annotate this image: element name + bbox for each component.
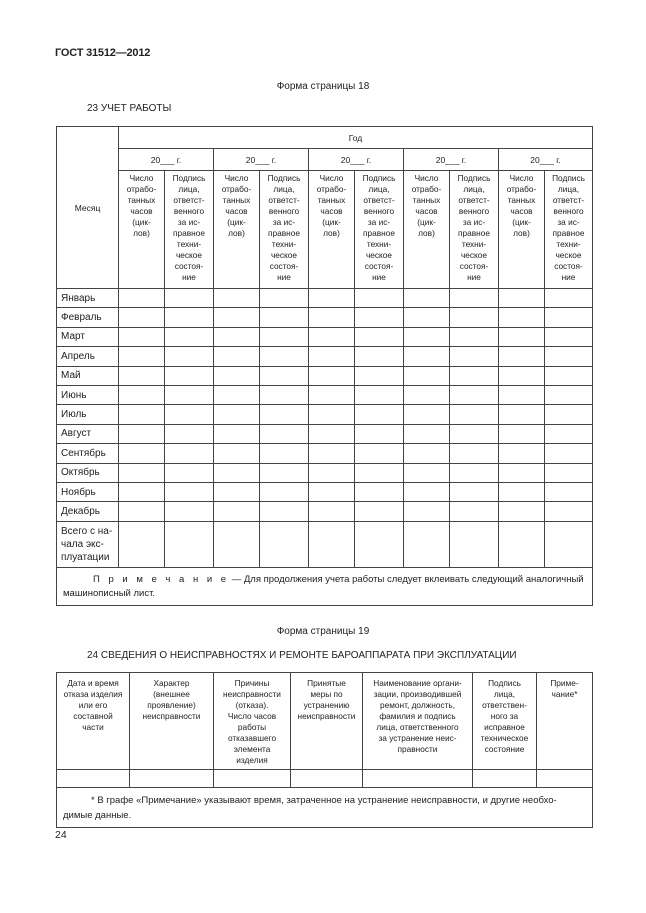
entry-cell[interactable] [214, 424, 260, 443]
month-row [57, 347, 593, 366]
entry-cell[interactable] [130, 770, 214, 788]
entry-cell[interactable] [260, 327, 309, 346]
entry-cell[interactable] [57, 770, 130, 788]
entry-cell[interactable] [545, 405, 593, 424]
entry-cell[interactable] [499, 327, 545, 346]
entry-cell[interactable] [355, 463, 404, 482]
entry-cell[interactable] [165, 424, 214, 443]
month-label: Март [57, 327, 119, 346]
col-responsible-signature: Подпись лица, ответствен- ного за исправное техническое состояние [473, 673, 537, 770]
hours-header: Число отрабо- танных часов (цик- лов) [309, 171, 355, 289]
entry-cell[interactable] [355, 405, 404, 424]
entry-cell[interactable] [450, 424, 499, 443]
entry-cell[interactable] [309, 502, 355, 521]
entry-cell[interactable] [545, 366, 593, 385]
entry-cell[interactable] [119, 385, 165, 404]
entry-cell[interactable] [355, 308, 404, 327]
entry-cell[interactable] [165, 521, 214, 567]
entry-cell[interactable] [545, 347, 593, 366]
entry-cell[interactable] [260, 405, 309, 424]
entry-cell[interactable] [309, 424, 355, 443]
form-18-label: Форма страницы 18 [276, 81, 370, 92]
month-row [57, 405, 593, 424]
entry-cell[interactable] [545, 327, 593, 346]
signature-header: Подпись лица, ответст- венного за ис- правное техни- ческое состоя- ние [165, 171, 214, 289]
entry-cell[interactable] [309, 347, 355, 366]
total-since-start-label: Всего с на- чала экс- плуатации [57, 521, 119, 567]
entry-cell[interactable] [450, 289, 499, 308]
signature-header: Подпись лица, ответст- венного за ис- правное техни- ческое состоя- ние [450, 171, 499, 289]
col-repair-organization: Наименование органи- зации, производившей ремонт, должность, фамилия и подпись лица, ответственного за устранение неис- правности [363, 673, 473, 770]
entry-cell[interactable] [545, 289, 593, 308]
entry-cell[interactable] [260, 424, 309, 443]
entry-cell[interactable] [214, 347, 260, 366]
entry-cell[interactable] [499, 385, 545, 404]
entry-cell[interactable] [260, 366, 309, 385]
month-row [57, 366, 593, 385]
entry-cell[interactable] [260, 502, 309, 521]
entry-cell[interactable] [260, 385, 309, 404]
entry-cell[interactable] [165, 444, 214, 463]
col-fault-nature: Характер (внешнее проявление) неисправности [130, 673, 214, 770]
entry-cell[interactable] [355, 502, 404, 521]
entry-cell[interactable] [450, 327, 499, 346]
entry-cell[interactable] [214, 770, 291, 788]
entry-cell[interactable] [165, 385, 214, 404]
entry-cell[interactable] [450, 385, 499, 404]
entry-cell[interactable] [499, 366, 545, 385]
month-label: Октябрь [57, 463, 119, 482]
entry-cell[interactable] [119, 347, 165, 366]
entry-cell[interactable] [473, 770, 537, 788]
entry-cell[interactable] [545, 385, 593, 404]
month-row [57, 308, 593, 327]
document-header: ГОСТ 31512—2012 [55, 47, 151, 59]
entry-cell[interactable] [119, 521, 165, 567]
entry-cell[interactable] [214, 444, 260, 463]
footnote: * В графе «Примечание» указывают время, затраченное на устранение неисправности, и другие необхо- димые данные. [57, 788, 593, 828]
entry-cell[interactable] [119, 424, 165, 443]
entry-cell[interactable] [260, 308, 309, 327]
entry-cell[interactable] [404, 289, 450, 308]
hours-header: Число отрабо- танных часов (цик- лов) [499, 171, 545, 289]
entry-cell[interactable] [309, 289, 355, 308]
entry-cell[interactable] [404, 327, 450, 346]
entry-cell[interactable] [545, 444, 593, 463]
entry-cell[interactable] [450, 405, 499, 424]
entry-cell[interactable] [404, 482, 450, 501]
entry-cell[interactable] [214, 327, 260, 346]
entry-cell[interactable] [165, 347, 214, 366]
col-fault-causes: Причины неисправности (отказа). Число часов работы отказавшего элемента изделия [214, 673, 291, 770]
month-row [57, 385, 593, 404]
year-blank-3: 20___ г. [309, 149, 404, 171]
year-blank-5: 20___ г. [499, 149, 593, 171]
month-column-header: Месяц [57, 127, 119, 289]
month-row [57, 327, 593, 346]
month-label: Декабрь [57, 502, 119, 521]
entry-cell[interactable] [214, 308, 260, 327]
entry-cell[interactable] [499, 289, 545, 308]
note-prefix: П р и м е ч а н и е [93, 574, 230, 586]
entry-cell[interactable] [214, 385, 260, 404]
entry-cell[interactable] [355, 289, 404, 308]
month-row [57, 463, 593, 482]
section-23-title: 23 УЧЕТ РАБОТЫ [87, 103, 172, 114]
entry-cell[interactable] [450, 502, 499, 521]
entry-cell[interactable] [450, 463, 499, 482]
entry-cell[interactable] [119, 405, 165, 424]
entry-cell[interactable] [404, 366, 450, 385]
entry-cell[interactable] [404, 308, 450, 327]
month-label: Июль [57, 405, 119, 424]
entry-cell[interactable] [499, 308, 545, 327]
signature-header: Подпись лица, ответст- венного за ис- правное техни- ческое состоя- ние [260, 171, 309, 289]
entry-cell[interactable] [309, 366, 355, 385]
faults-repair-table [56, 672, 593, 828]
entry-cell[interactable] [355, 444, 404, 463]
signature-header: Подпись лица, ответст- венного за ис- правное техни- ческое состоя- ние [545, 171, 593, 289]
entry-cell[interactable] [404, 385, 450, 404]
month-row [57, 444, 593, 463]
month-label: Ноябрь [57, 482, 119, 501]
col-failure-date: Дата и время отказа изделия или его составной части [57, 673, 130, 770]
entry-cell[interactable] [309, 482, 355, 501]
month-label: Февраль [57, 308, 119, 327]
month-label: Август [57, 424, 119, 443]
entry-cell[interactable] [165, 405, 214, 424]
col-measures-taken: Принятые меры по устранению неисправности [291, 673, 363, 770]
entry-cell[interactable] [499, 444, 545, 463]
entry-cell[interactable] [214, 405, 260, 424]
entry-cell[interactable] [450, 521, 499, 567]
form-19-label: Форма страницы 19 [276, 626, 370, 637]
year-blank-1: 20___ г. [119, 149, 214, 171]
month-label: Сентябрь [57, 444, 119, 463]
entry-cell[interactable] [404, 463, 450, 482]
work-log-note [57, 567, 593, 605]
month-row [57, 502, 593, 521]
entry-cell[interactable] [165, 308, 214, 327]
entry-cell[interactable] [404, 502, 450, 521]
entry-cell[interactable] [309, 405, 355, 424]
entry-cell[interactable] [260, 289, 309, 308]
entry-cell[interactable] [545, 308, 593, 327]
signature-header: Подпись лица, ответст- венного за ис- правное техни- ческое состоя- ние [355, 171, 404, 289]
hours-header: Число отрабо- танных часов (цик- лов) [119, 171, 165, 289]
entry-cell[interactable] [165, 482, 214, 501]
entry-cell[interactable] [545, 482, 593, 501]
year-blank-4: 20___ г. [404, 149, 499, 171]
entry-cell[interactable] [291, 770, 363, 788]
entry-cell[interactable] [545, 521, 593, 567]
entry-cell[interactable] [537, 770, 593, 788]
entry-cell[interactable] [214, 366, 260, 385]
entry-cell[interactable] [404, 424, 450, 443]
work-log-table [56, 126, 593, 606]
entry-cell[interactable] [165, 463, 214, 482]
month-label: Май [57, 366, 119, 385]
entry-cell[interactable] [499, 521, 545, 567]
entry-cell[interactable] [214, 289, 260, 308]
entry-cell[interactable] [499, 463, 545, 482]
entry-cell[interactable] [309, 444, 355, 463]
entry-cell[interactable] [214, 463, 260, 482]
entry-cell[interactable] [119, 289, 165, 308]
entry-cell[interactable] [545, 502, 593, 521]
entry-cell[interactable] [260, 444, 309, 463]
hours-header: Число отрабо- танных часов (цик- лов) [404, 171, 450, 289]
month-label: Июнь [57, 385, 119, 404]
entry-cell[interactable] [499, 424, 545, 443]
entry-cell[interactable] [260, 347, 309, 366]
entry-cell[interactable] [119, 482, 165, 501]
entry-cell[interactable] [450, 444, 499, 463]
entry-cell[interactable] [119, 366, 165, 385]
entry-cell[interactable] [119, 444, 165, 463]
entry-cell[interactable] [404, 521, 450, 567]
month-label: Январь [57, 289, 119, 308]
entry-cell[interactable] [355, 347, 404, 366]
entry-cell[interactable] [545, 424, 593, 443]
entry-cell[interactable] [355, 385, 404, 404]
entry-cell[interactable] [363, 770, 473, 788]
month-row [57, 289, 593, 308]
entry-cell[interactable] [404, 444, 450, 463]
entry-cell[interactable] [355, 482, 404, 501]
entry-cell[interactable] [450, 482, 499, 501]
entry-cell[interactable] [214, 482, 260, 501]
entry-cell[interactable] [450, 308, 499, 327]
entry-cell[interactable] [119, 308, 165, 327]
entry-cell[interactable] [165, 502, 214, 521]
entry-cell[interactable] [355, 327, 404, 346]
year-group-header: Год [119, 127, 593, 149]
entry-cell[interactable] [309, 521, 355, 567]
year-blank-2: 20___ г. [214, 149, 309, 171]
entry-cell[interactable] [214, 502, 260, 521]
month-row [57, 482, 593, 501]
entry-cell[interactable] [355, 424, 404, 443]
note-text: — Для продолжения учета работы следует вклеивать следующий аналогичный машинописный лист. [63, 574, 584, 600]
entry-cell[interactable] [450, 347, 499, 366]
entry-cell[interactable] [355, 366, 404, 385]
entry-cell[interactable] [404, 405, 450, 424]
section-24-title: 24 СВЕДЕНИЯ О НЕИСПРАВНОСТЯХ И РЕМОНТЕ БАРОАППАРАТА ПРИ ЭКСПЛУАТАЦИИ [87, 650, 517, 661]
entry-cell[interactable] [119, 463, 165, 482]
entry-cell[interactable] [165, 327, 214, 346]
entry-cell[interactable] [119, 502, 165, 521]
entry-cell[interactable] [545, 463, 593, 482]
entry-cell[interactable] [499, 482, 545, 501]
entry-cell[interactable] [165, 366, 214, 385]
entry-cell[interactable] [119, 327, 165, 346]
entry-cell[interactable] [260, 463, 309, 482]
entry-cell[interactable] [309, 385, 355, 404]
entry-cell[interactable] [309, 327, 355, 346]
entry-cell[interactable] [499, 405, 545, 424]
month-row [57, 424, 593, 443]
entry-cell[interactable] [260, 521, 309, 567]
col-note: Приме- чание* [537, 673, 593, 770]
entry-cell[interactable] [165, 289, 214, 308]
page-number: 24 [55, 829, 67, 841]
entry-cell[interactable] [499, 502, 545, 521]
entry-cell[interactable] [499, 347, 545, 366]
entry-cell[interactable] [355, 521, 404, 567]
entry-cell[interactable] [214, 521, 260, 567]
entry-cell[interactable] [309, 308, 355, 327]
entry-cell[interactable] [260, 482, 309, 501]
entry-cell[interactable] [404, 347, 450, 366]
entry-cell[interactable] [309, 463, 355, 482]
entry-cell[interactable] [450, 366, 499, 385]
hours-header: Число отрабо- танных часов (цик- лов) [214, 171, 260, 289]
month-label: Апрель [57, 347, 119, 366]
